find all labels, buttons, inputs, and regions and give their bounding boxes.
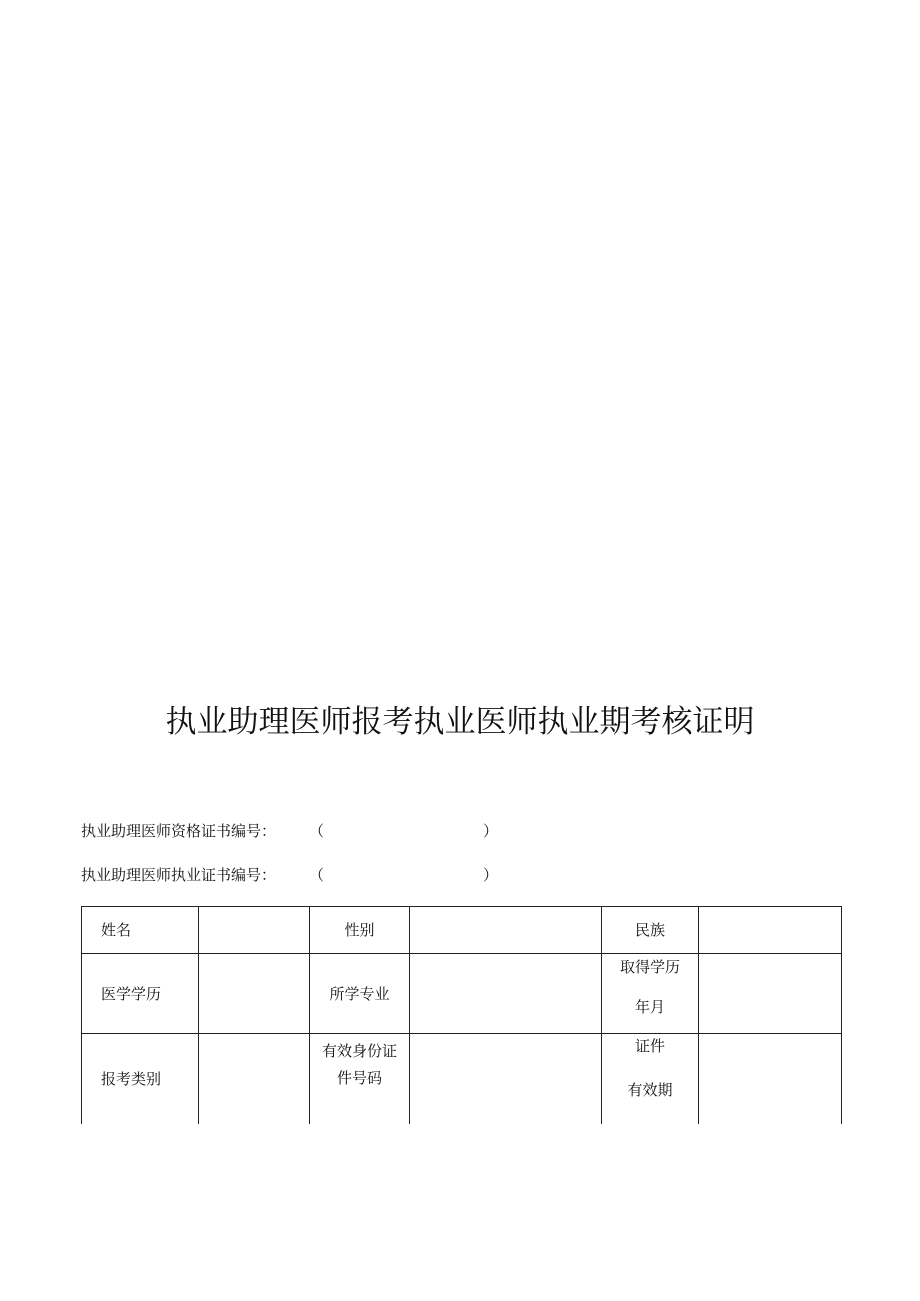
education-label: 医学学历 (101, 985, 162, 1003)
practice-cert-number-line (81, 864, 499, 885)
qualification-cert-paren-open: （ (309, 822, 325, 840)
ethnicity-value-cell[interactable] (699, 920, 841, 940)
qualification-cert-number-line (81, 820, 499, 841)
page-title: 执业助理医师报考执业医师执业期考核证明 (165, 704, 755, 740)
practice-cert-paren-close: ） (483, 866, 499, 884)
practice-cert-label: 执业助理医师执业证书编号： (81, 866, 277, 884)
degree-date-label-line2: 年月 (634, 998, 665, 1016)
table-row-divider (81, 1033, 842, 1034)
qualification-cert-label: 执业助理医师资格证书编号： (81, 822, 277, 840)
id-number-label-line1: 有效身份证 (321, 1042, 397, 1060)
id-number-value-cell[interactable] (410, 1069, 601, 1089)
info-form-table (81, 906, 842, 1124)
major-label: 所学专业 (329, 985, 390, 1003)
practice-cert-paren-open: （ (309, 866, 325, 884)
table-row-divider (81, 953, 842, 954)
id-validity-label-line1: 证件 (634, 1037, 665, 1055)
ethnicity-label: 民族 (634, 921, 665, 939)
exam-category-label: 报考类别 (101, 1070, 162, 1088)
major-value-cell[interactable] (410, 984, 601, 1004)
degree-date-label-line1: 取得学历 (619, 958, 680, 976)
id-validity-label-line2: 有效期 (627, 1081, 673, 1099)
table-right-border (841, 906, 842, 1124)
id-validity-value-cell[interactable] (699, 1069, 841, 1089)
table-left-border (81, 906, 82, 1124)
id-number-label-line2: 件号码 (336, 1069, 382, 1087)
name-value-cell[interactable] (199, 920, 309, 940)
gender-value-cell[interactable] (410, 920, 601, 940)
qualification-cert-paren-close: ） (483, 822, 499, 840)
gender-label: 性别 (344, 921, 375, 939)
name-label: 姓名 (101, 921, 132, 939)
exam-category-value-cell[interactable] (199, 1069, 309, 1089)
table-top-border (81, 906, 842, 907)
education-value-cell[interactable] (199, 984, 309, 1004)
degree-date-value-cell[interactable] (699, 984, 841, 1004)
